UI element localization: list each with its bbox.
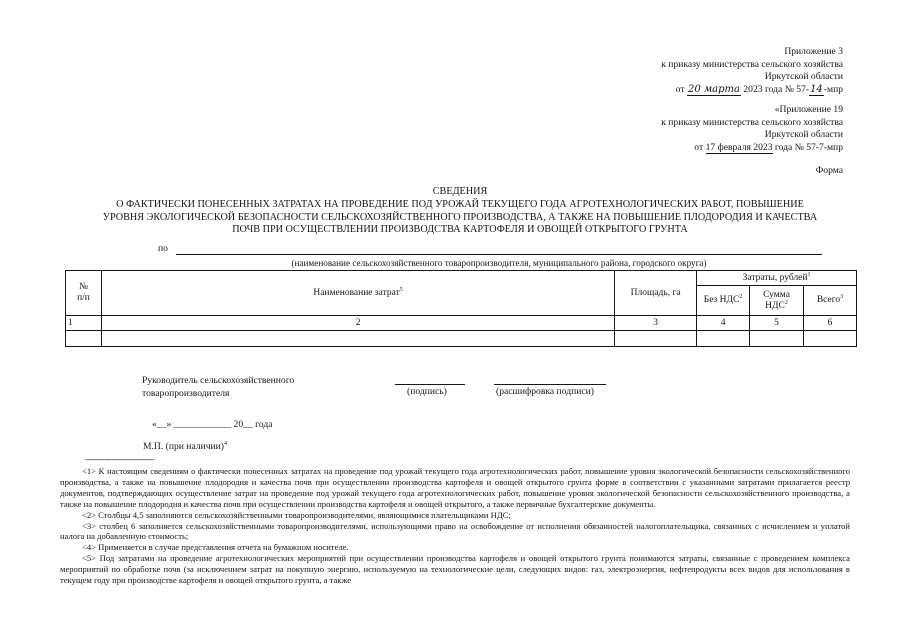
signature-line — [395, 384, 465, 385]
header-total — [804, 286, 857, 316]
handwritten-date: 20 марта — [687, 83, 740, 95]
title-line-2: УРОВНЯ ЭКОЛОГИЧЕСКОЙ БЕЗОПАСНОСТИ СЕЛЬСКОХОЗЯЙСТВЕННОГО ПРОИЗВОДСТВА, А ТАКЖЕ НА ПОВЫШЕНИЕ ПЛОДОРОДИЯ И КАЧЕСТВА — [102, 211, 818, 223]
index-cell: 2 — [101, 316, 614, 331]
decode-caption: (расшифровка подписи) — [496, 386, 594, 397]
header-vat-note: 2 — [784, 299, 788, 306]
appendix-19-title: «Приложение 19 — [774, 104, 843, 115]
header-number-line-2: п/п — [77, 293, 90, 303]
appendix-3-region-line: Иркутской области — [764, 71, 843, 83]
stamp-note: 4 — [224, 440, 227, 447]
index-cell: 4 — [697, 316, 750, 331]
appendix-3-header — [661, 46, 843, 96]
header-number — [66, 271, 102, 316]
appendix-3-order-line: к приказу министерства сельского хозяйства — [661, 58, 843, 70]
appendix-3-date-line — [661, 84, 843, 97]
footnote-separator: -------------------------------- — [85, 455, 155, 464]
index-cell: 3 — [615, 316, 697, 331]
empty-cell — [101, 331, 614, 347]
empty-cell — [615, 331, 697, 347]
appendix-19-date: 17 февраля 2023 — [705, 141, 773, 153]
header-vat-line-2: НДС — [765, 300, 785, 311]
costs-table — [65, 270, 857, 347]
header-cost-name — [101, 271, 614, 316]
appendix-19-order-line: к приказу министерства сельского хозяйства — [661, 116, 843, 128]
footnote-3: <3> столбец 6 заполняется сельскохозяйственными товаропроизводителями, использующими право на освобождение от исполнения обязанностей налогоплательщика, связанных с исчислением и уплатой налога на добавленную стоимость; — [60, 520, 850, 542]
header-area: Площадь, га — [615, 271, 697, 316]
appendix-19-header — [661, 104, 843, 154]
appendix-3-date-prefix: от — [675, 83, 685, 95]
appendix-19-region-line: Иркутской области — [764, 129, 843, 141]
signature-role — [142, 374, 294, 400]
signature-caption: (подпись) — [407, 386, 447, 397]
footnote-5: <5> Под затратами на проведение агротехнологических мероприятий при осуществлении производства картофеля и овощей открытого грунта понимаются затраты, связанные с проведением комплекса мероприятий по обработке почв (за исключением затрат на покупную энергию, используемую на технологические цели, следующих видов: газ, электроэнергия, нефтепродукты всех видов для использования в текущем году при производстве картофеля и овощей открытого грунта, а также — [60, 553, 850, 586]
appendix-19-date-suffix: года № 57-7-мпр — [772, 141, 843, 153]
footnotes — [60, 466, 850, 586]
producer-underline — [176, 254, 822, 255]
decode-line — [494, 384, 606, 385]
header-cost-name-note: 5 — [399, 286, 403, 293]
title-main: СВЕДЕНИЯ — [432, 186, 488, 197]
header-no-vat-note: 2 — [739, 293, 743, 300]
footnote-1: <1> К настоящим сведениям о фактически понесенных затратах на проведение под урожай текущего года агротехнологических работ, повышение уровня экологической безопасности сельскохозяйственного производства, а также на повышение плодородия и качества почв при осуществлении производства картофеля и овощей открытого грунта форме в соответствии с указанными затратами прилагается реестр документов, подтверждающих осуществление затрат на проведение под урожай текущего года агротехнологических работ, повышение уровня экологической безопасности сельскохозяйственного производства, а также на повышение плодородия и качества почв при осуществлении производства картофеля и овощей открытого, а также первичные бухгалтерские документы. — [60, 466, 850, 509]
form-label: Форма — [815, 165, 843, 176]
signature-role-line-1: Руководитель сельскохозяйственного — [142, 375, 295, 386]
stamp-text: М.П. (при наличии) — [143, 441, 224, 452]
header-no-vat-text: Без НДС — [703, 295, 740, 305]
header-vat-sum — [750, 286, 804, 316]
appendix-3-date-suffix: -мпр — [823, 83, 843, 95]
title-line-1: О ФАКТИЧЕСКИ ПОНЕСЕННЫХ ЗАТРАТАХ НА ПРОВЕДЕНИЕ ПОД УРОЖАЙ ТЕКУЩЕГО ГОДА АГРОТЕХНОЛОГИЧЕСКИХ РАБОТ, ПОВЫШЕНИЕ — [116, 198, 804, 210]
header-total-note: 3 — [840, 293, 844, 300]
appendix-3-date-mid: 2023 года № 57- — [743, 83, 810, 95]
header-vat-line-1: Сумма — [763, 289, 790, 300]
empty-cell — [750, 331, 804, 347]
index-cell: 1 — [66, 316, 102, 331]
header-number-line-1: № — [78, 282, 89, 292]
footnote-2: <2> Столбцы 4,5 заполняются сельскохозяйственными товаропроизводителями, являющимися плательщиками НДС; — [82, 509, 511, 520]
producer-prefix: по — [158, 243, 168, 254]
empty-cell — [697, 331, 750, 347]
header-no-vat — [697, 286, 750, 316]
producer-caption: (наименование сельскохозяйственного товаропроизводителя, муниципального района, городского округа) — [291, 258, 707, 268]
appendix-19-date-line — [661, 142, 843, 155]
signature-date: «__» ____________ 20__ года — [152, 419, 273, 430]
handwritten-order-number: 14 — [810, 83, 823, 95]
document-title — [60, 186, 860, 237]
header-total-text: Всего — [816, 295, 841, 305]
title-line-3: ПОЧВ ПРИ ОСУЩЕСТВЛЕНИИ ПРОИЗВОДСТВА КАРТОФЕЛЯ И ОВОЩЕЙ ОТКРЫТОГО ГРУНТА — [232, 224, 688, 236]
index-cell: 5 — [750, 316, 804, 331]
appendix-19-date-prefix: от — [694, 141, 706, 153]
header-costs-note: 1 — [807, 271, 811, 278]
footnote-4: <4> Применяется в случае представления отчета на бумажном носителе. — [82, 542, 349, 553]
index-cell: 6 — [804, 316, 857, 331]
signature-role-line-2: товаропроизводителя — [142, 388, 230, 399]
appendix-3-title: Приложение 3 — [784, 46, 843, 57]
empty-cell — [804, 331, 857, 347]
empty-cell — [66, 331, 102, 347]
stamp-label — [143, 441, 227, 452]
header-cost-name-text: Наименование затрат — [313, 287, 400, 298]
header-costs — [697, 271, 857, 286]
header-costs-text: Затраты, рублей — [742, 272, 808, 283]
